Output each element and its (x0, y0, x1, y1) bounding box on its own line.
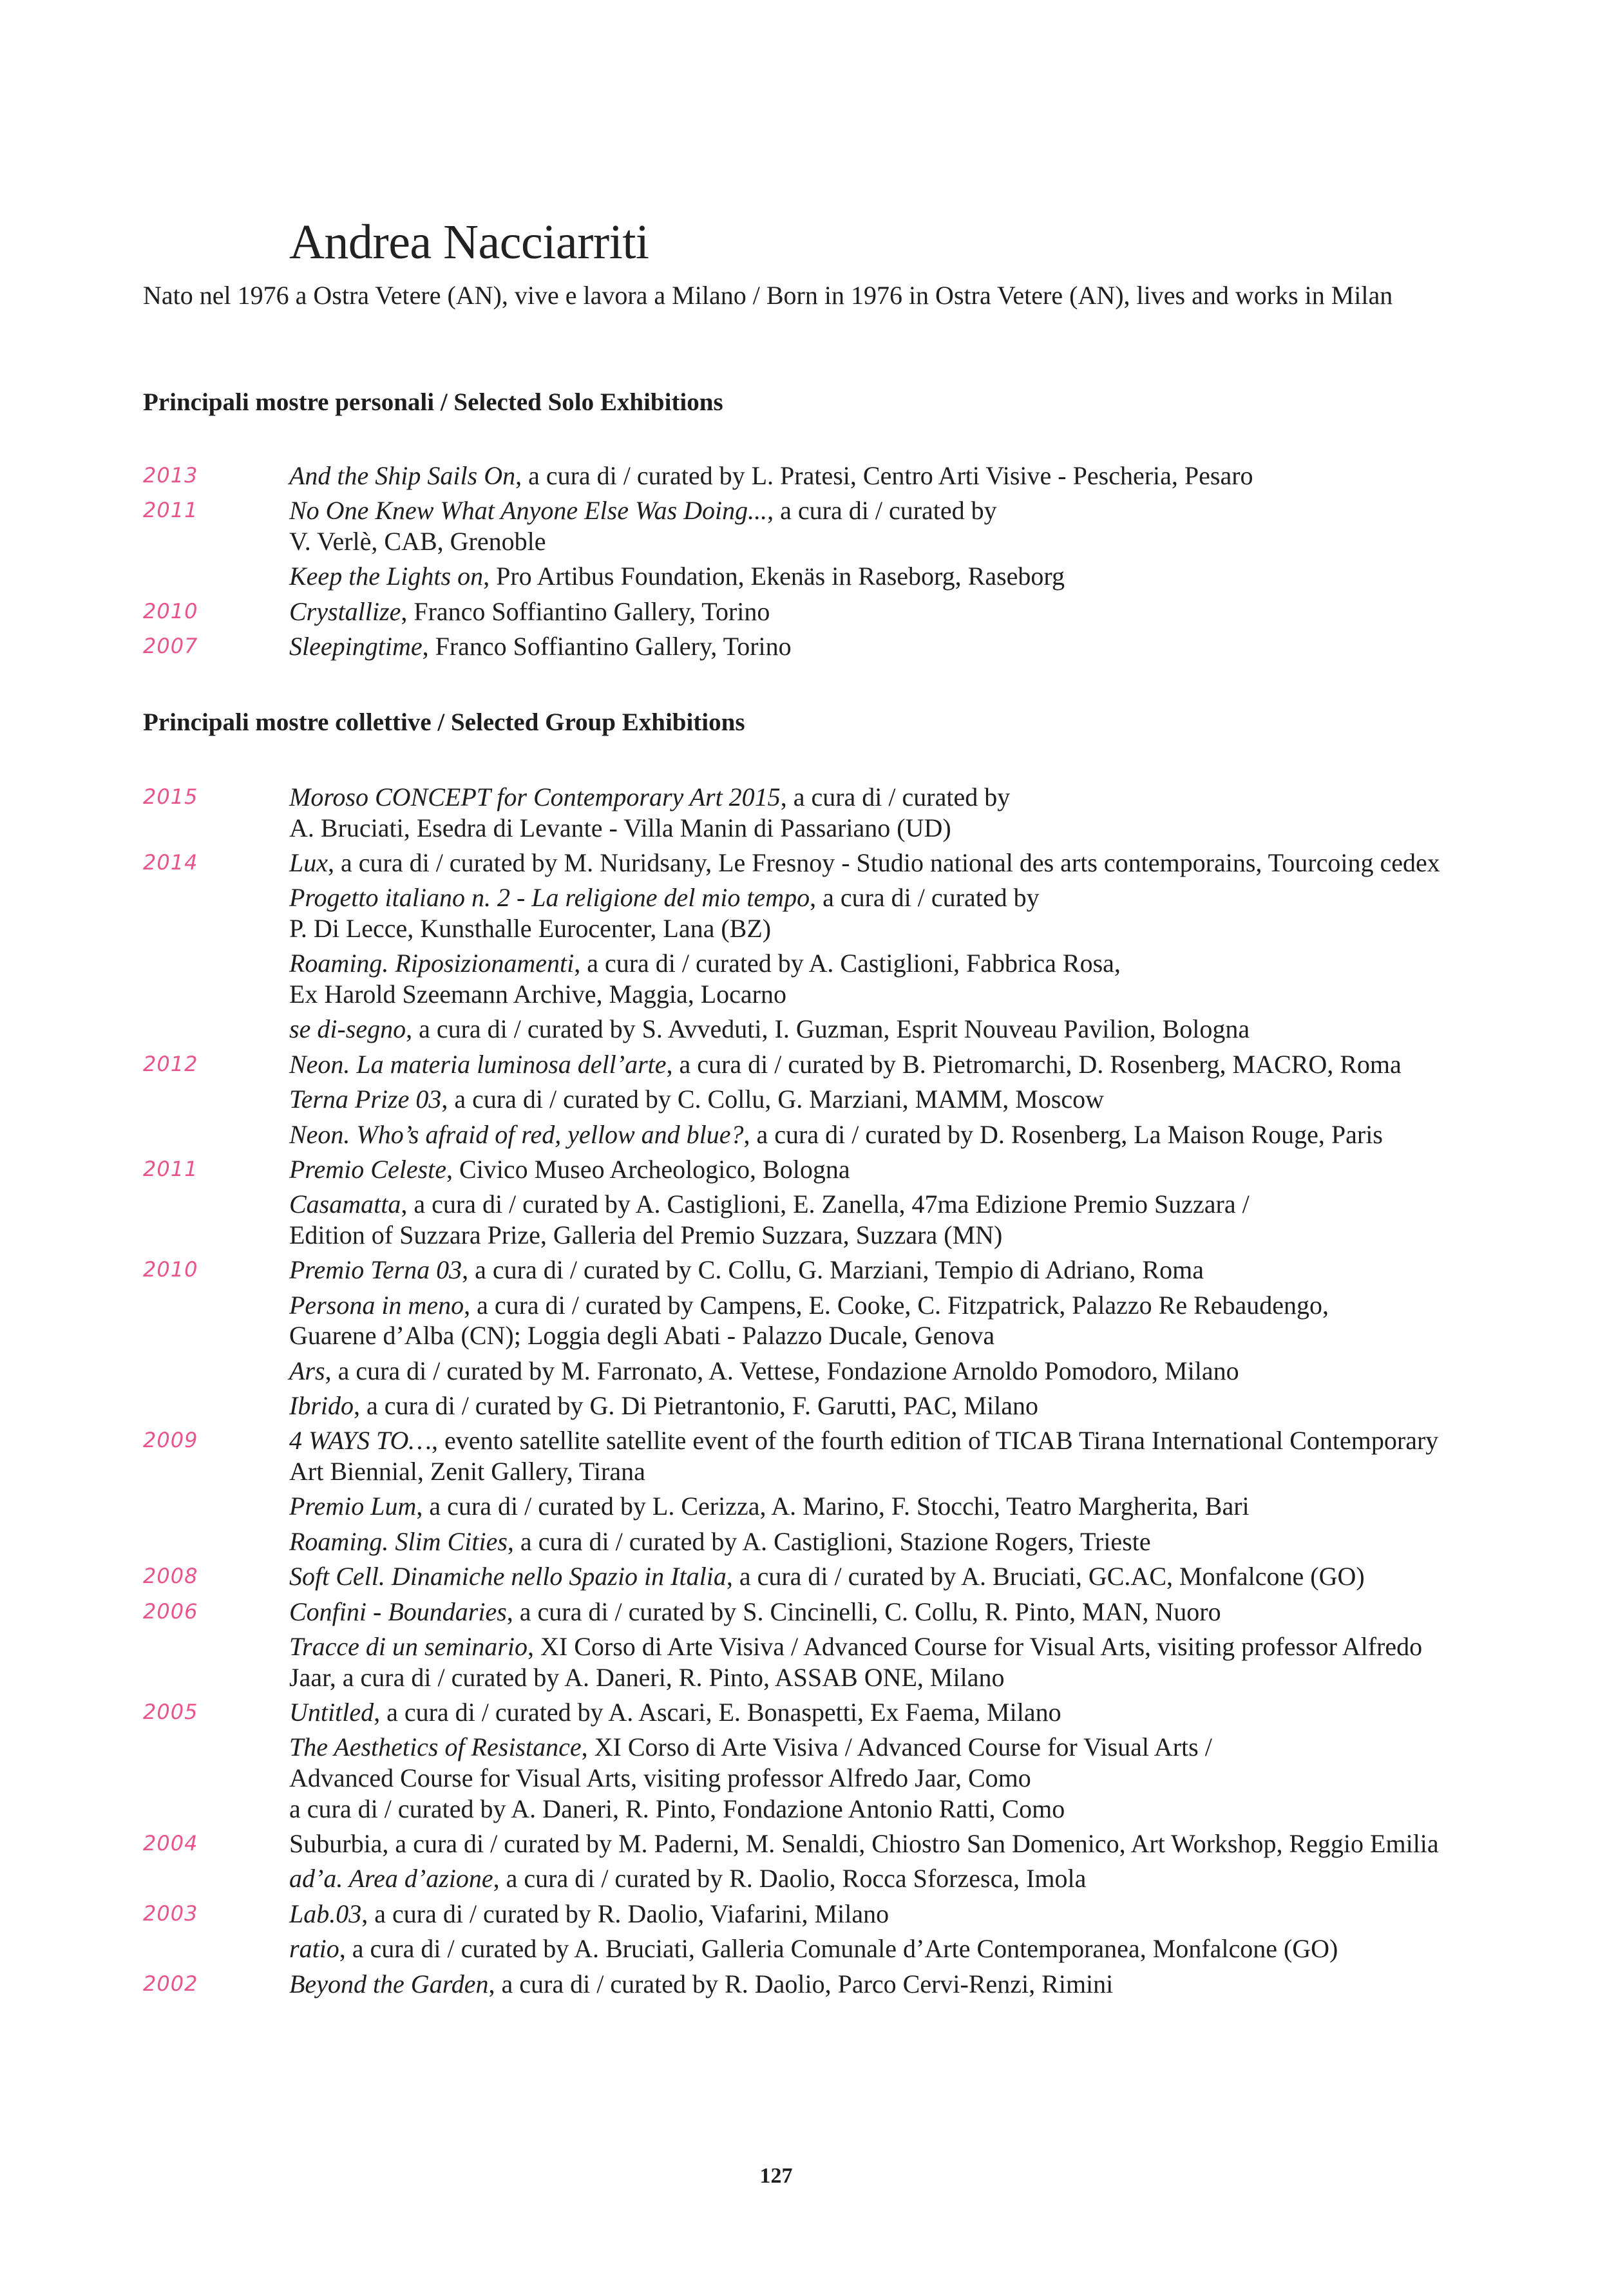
exhibition-details: , a cura di / curated by M. Farronato, A. Vettese, Fondazione Arnoldo Pomodoro, Milano (325, 1356, 1239, 1385)
exhibition-details: , a cura di / curated by G. Di Pietrantonio, F. Garutti, PAC, Milano (354, 1391, 1038, 1421)
exhibition-details: , a cura di / curated by D. Rosenberg, La Maison Rouge, Paris (743, 1119, 1383, 1149)
exhibition-text (289, 1356, 1239, 1387)
exhibition-details: , a cura di / curated by L. Pratesi, Centro Arti Visive - Pescheria, Pesaro (515, 461, 1253, 490)
exhibition-details: , XI Corso di Arte Visiva / Advanced Course for Visual Arts, visiting professor Alfredo Jaar, a cura di / curated by A. Daneri, R. Pinto, ASSAB ONE, Milano (289, 1631, 1423, 1692)
exhibition-details: , a cura di / curated by A. Castiglioni, E. Zanella, 47ma Edizione Premio Suzzara / Edition of Suzzara Prize, Galleria del Premio Suzzara, Suzzara (MN) (289, 1190, 1250, 1249)
exhibition-entry (143, 1390, 1592, 1421)
solo-exhibitions-heading: Principali mostre personali / Selected Solo Exhibitions (143, 388, 723, 416)
exhibition-year: 2007 (143, 634, 198, 659)
exhibition-title: Confini - Boundaries (289, 1597, 507, 1626)
exhibition-title: Progetto italiano n. 2 - La religione del mio tempo (289, 883, 810, 913)
exhibition-details: Suburbia, a cura di / curated by M. Paderni, M. Senaldi, Chiostro San Domenico, Art Workshop, Reggio Emilia (289, 1828, 1439, 1858)
exhibition-year (143, 1014, 289, 1045)
exhibition-text (289, 1491, 1250, 1522)
exhibition-details: , a cura di / curated by A. Bruciati, Esedra di Levante - Villa Manin di Passariano (UD) (289, 783, 1011, 842)
exhibition-details: , Franco Soffiantino Gallery, Torino (401, 596, 770, 626)
exhibition-text (289, 1969, 1113, 2000)
exhibition-entry (143, 1119, 1592, 1150)
exhibition-year: 2003 (143, 1901, 198, 1926)
exhibition-text (289, 782, 1010, 843)
exhibition-entry (143, 882, 1592, 944)
exhibition-title: Ars (289, 1356, 325, 1385)
exhibition-year: 2009 (143, 1428, 198, 1453)
exhibition-year (143, 1084, 289, 1115)
exhibition-title: Keep the Lights on (289, 562, 484, 591)
exhibition-year: 2008 (143, 1564, 198, 1589)
exhibition-details: , a cura di / curated by S. Avveduti, I. Guzman, Esprit Nouveau Pavilion, Bologna (406, 1014, 1250, 1044)
exhibition-year: 2014 (143, 849, 198, 875)
exhibition-title: Soft Cell. Dinamiche nello Spazio in Italia (289, 1562, 727, 1591)
exhibition-details: , Civico Museo Archeologico, Bologna (446, 1154, 850, 1184)
exhibition-year: 2010 (143, 598, 198, 623)
exhibition-entry (143, 631, 1592, 662)
exhibition-text (289, 495, 997, 556)
exhibition-title: ad’a. Area d’azione (289, 1864, 493, 1893)
exhibition-text (289, 1631, 1422, 1693)
exhibition-text (289, 1597, 1221, 1627)
exhibition-title: Untitled (289, 1697, 374, 1727)
exhibition-title: And the Ship Sails On (289, 461, 516, 490)
exhibition-entry (143, 1049, 1592, 1080)
exhibition-details: , a cura di / curated by C. Collu, G. Marziani, Tempio di Adriano, Roma (462, 1255, 1204, 1285)
exhibition-text (289, 631, 792, 662)
exhibition-entry (143, 1899, 1592, 1930)
exhibition-text (289, 1255, 1204, 1286)
exhibition-year: 2013 (143, 463, 198, 488)
exhibition-year: 2006 (143, 1599, 198, 1624)
exhibition-entry (143, 1863, 1592, 1894)
exhibition-entry (143, 1014, 1592, 1045)
page-number: 127 (759, 2164, 793, 2188)
artist-bio-line: Nato nel 1976 a Ostra Vetere (AN), vive e lavora a Milano / Born in 1976 in Ostra Vetere (AN), lives and works in Milan (143, 281, 1393, 310)
exhibition-text (289, 1828, 1439, 1859)
exhibition-text (289, 1119, 1383, 1150)
exhibition-details: , a cura di / curated by C. Collu, G. Marziani, MAMM, Moscow (441, 1085, 1105, 1114)
exhibition-details: , a cura di / curated by L. Cerizza, A. Marino, F. Stocchi, Teatro Margherita, Bari (416, 1492, 1250, 1521)
exhibition-entry (143, 1255, 1592, 1286)
exhibition-details: , a cura di / curated by M. Nuridsany, Le Fresnoy - Studio national des arts contemporains, Tourcoing cedex (328, 848, 1440, 877)
exhibition-details: , a cura di / curated by V. Verlè, CAB, Grenoble (289, 496, 997, 556)
exhibition-entry (143, 596, 1592, 627)
exhibition-details: , Franco Soffiantino Gallery, Torino (422, 632, 792, 661)
exhibition-entry (143, 1154, 1592, 1185)
exhibition-text (289, 1933, 1338, 1964)
exhibition-entry (143, 1084, 1592, 1115)
exhibition-year (143, 882, 289, 944)
exhibition-entry (143, 495, 1592, 556)
exhibition-title: Premio Terna 03 (289, 1255, 462, 1285)
exhibition-title: Beyond the Garden (289, 1969, 489, 1998)
exhibition-details: , a cura di / curated by Campens, E. Cooke, C. Fitzpatrick, Palazzo Re Rebaudengo, Guarene d’Alba (CN); Loggia degli Abati - Palazzo Ducale, Genova (289, 1290, 1329, 1351)
exhibition-title: Moroso CONCEPT for Contemporary Art 2015 (289, 783, 781, 811)
exhibition-title: Persona in meno (289, 1290, 464, 1320)
exhibition-details: , a cura di / curated by A. Ascari, E. Bonaspetti, Ex Faema, Milano (374, 1697, 1061, 1727)
exhibition-title: Premio Celeste (289, 1154, 447, 1184)
exhibition-year (143, 948, 289, 1009)
exhibition-details: , a cura di / curated by A. Bruciati, GC.AC, Monfalcone (GO) (726, 1562, 1365, 1591)
exhibition-text (289, 1863, 1086, 1894)
exhibition-entry (143, 1189, 1592, 1250)
exhibition-title: Lab.03 (289, 1899, 362, 1928)
exhibition-title: Lux (289, 848, 328, 877)
exhibition-text (289, 561, 1065, 592)
exhibition-details: , a cura di / curated by P. Di Lecce, Kunsthalle Eurocenter, Lana (BZ) (289, 883, 1040, 943)
exhibition-entry (143, 1933, 1592, 1964)
exhibition-details: , XI Corso di Arte Visiva / Advanced Course for Visual Arts / Advanced Course for Visual Arts, visiting professor Alfredo Jaar, Como a cura di / curated by A. Daneri, R. Pinto, Fondazione Antonio Ratti, Como (289, 1732, 1212, 1823)
exhibition-title: Tracce di un seminario (289, 1631, 528, 1661)
exhibition-entry (143, 1969, 1592, 2000)
exhibition-text (289, 1697, 1061, 1728)
exhibition-title: Ibrido (289, 1391, 354, 1421)
exhibition-details: , a cura di / curated by A. Castiglioni, Stazione Rogers, Trieste (507, 1526, 1151, 1556)
exhibition-text (289, 1561, 1365, 1592)
exhibition-entry (143, 1631, 1592, 1693)
exhibition-text (289, 1049, 1402, 1080)
exhibition-year: 2002 (143, 1971, 198, 1996)
exhibition-year (143, 561, 289, 592)
exhibition-title: Sleepingtime (289, 632, 423, 661)
exhibition-text (289, 948, 1121, 1009)
exhibition-entry (143, 1561, 1592, 1592)
exhibition-text (289, 882, 1040, 944)
exhibition-entry (143, 848, 1592, 878)
exhibition-year (143, 1732, 289, 1824)
exhibition-title: Neon. Who’s afraid of red, yellow and blue? (289, 1119, 744, 1149)
exhibition-text (289, 1732, 1212, 1824)
exhibition-year: 2012 (143, 1051, 198, 1076)
exhibition-year (143, 1526, 289, 1557)
solo-exhibitions-list (143, 460, 1592, 667)
exhibition-title: Casamatta (289, 1190, 401, 1219)
exhibition-entry (143, 1491, 1592, 1522)
exhibition-title: Neon. La materia luminosa dell’arte (289, 1049, 667, 1079)
exhibition-title: 4 WAYS TO… (289, 1426, 432, 1456)
exhibition-details: , a cura di / curated by R. Daolio, Rocca Sforzesca, Imola (493, 1864, 1087, 1893)
exhibition-entry (143, 1828, 1592, 1859)
exhibition-year (143, 1189, 289, 1250)
exhibition-year: 2011 (143, 1156, 198, 1181)
exhibition-title: Premio Lum (289, 1492, 417, 1521)
exhibition-details: , a cura di / curated by A. Bruciati, Galleria Comunale d’Arte Contemporanea, Monfalcone (GO) (339, 1934, 1338, 1964)
exhibition-text (289, 1189, 1250, 1250)
exhibition-entry (143, 782, 1592, 843)
exhibition-entry (143, 1425, 1592, 1486)
exhibition-entry (143, 1697, 1592, 1728)
exhibition-year: 2004 (143, 1830, 198, 1855)
exhibition-title: ratio (289, 1934, 339, 1964)
exhibition-text (289, 460, 1253, 491)
exhibition-text (289, 1390, 1038, 1421)
exhibition-details: , a cura di / curated by A. Castiglioni, Fabbrica Rosa, Ex Harold Szeemann Archive, Maggia, Locarno (289, 949, 1121, 1009)
exhibition-title: Terna Prize 03 (289, 1085, 442, 1114)
group-exhibitions-list (143, 782, 1592, 2004)
exhibition-title: Roaming. Riposizionamenti (289, 949, 575, 978)
exhibition-year (143, 1631, 289, 1693)
exhibition-entry (143, 561, 1592, 592)
exhibition-details: , Pro Artibus Foundation, Ekenäs in Raseborg, Raseborg (483, 562, 1065, 591)
exhibition-details: , a cura di / curated by S. Cincinelli, C. Collu, R. Pinto, MAN, Nuoro (506, 1597, 1221, 1626)
exhibition-entry (143, 1597, 1592, 1627)
exhibition-title: se di-segno (289, 1014, 406, 1044)
exhibition-text (289, 1899, 889, 1930)
exhibition-title: The Aesthetics of Resistance (289, 1732, 582, 1762)
exhibition-entry (143, 1526, 1592, 1557)
exhibition-text (289, 1014, 1250, 1045)
artist-name-title: Andrea Nacciarriti (289, 214, 649, 269)
exhibition-title: Roaming. Slim Cities (289, 1526, 508, 1556)
exhibition-year: 2010 (143, 1257, 198, 1282)
group-exhibitions-heading: Principali mostre collettive / Selected Group Exhibitions (143, 708, 745, 736)
exhibition-text (289, 1526, 1151, 1557)
exhibition-year (143, 1491, 289, 1522)
exhibition-details: , a cura di / curated by B. Pietromarchi, D. Rosenberg, MACRO, Roma (666, 1049, 1402, 1079)
exhibition-year: 2015 (143, 784, 198, 809)
exhibition-text (289, 848, 1440, 878)
exhibition-text (289, 1425, 1438, 1486)
exhibition-year (143, 1933, 289, 1964)
exhibition-details: , evento satellite satellite event of the fourth edition of TICAB Tirana International Contemporary Art Biennial, Zenit Gallery, Tirana (289, 1426, 1439, 1486)
exhibition-year (143, 1119, 289, 1150)
exhibition-text (289, 1290, 1329, 1351)
exhibition-year (143, 1863, 289, 1894)
exhibition-year (143, 1390, 289, 1421)
exhibition-details: , a cura di / curated by R. Daolio, Viafarini, Milano (361, 1899, 889, 1928)
exhibition-entry (143, 1732, 1592, 1824)
exhibition-details: , a cura di / curated by R. Daolio, Parco Cervi-Renzi, Rimini (488, 1969, 1114, 1998)
exhibition-entry (143, 460, 1592, 491)
exhibition-year: 2005 (143, 1699, 198, 1724)
exhibition-text (289, 1154, 850, 1185)
exhibition-entry (143, 948, 1592, 1009)
exhibition-title: No One Knew What Anyone Else Was Doing... (289, 496, 768, 526)
exhibition-entry (143, 1290, 1592, 1351)
exhibition-entry (143, 1356, 1592, 1387)
exhibition-year (143, 1290, 289, 1351)
exhibition-text (289, 596, 770, 627)
exhibition-year: 2011 (143, 498, 198, 523)
exhibition-title: Crystallize (289, 596, 401, 626)
exhibition-text (289, 1084, 1104, 1115)
exhibition-year (143, 1356, 289, 1387)
